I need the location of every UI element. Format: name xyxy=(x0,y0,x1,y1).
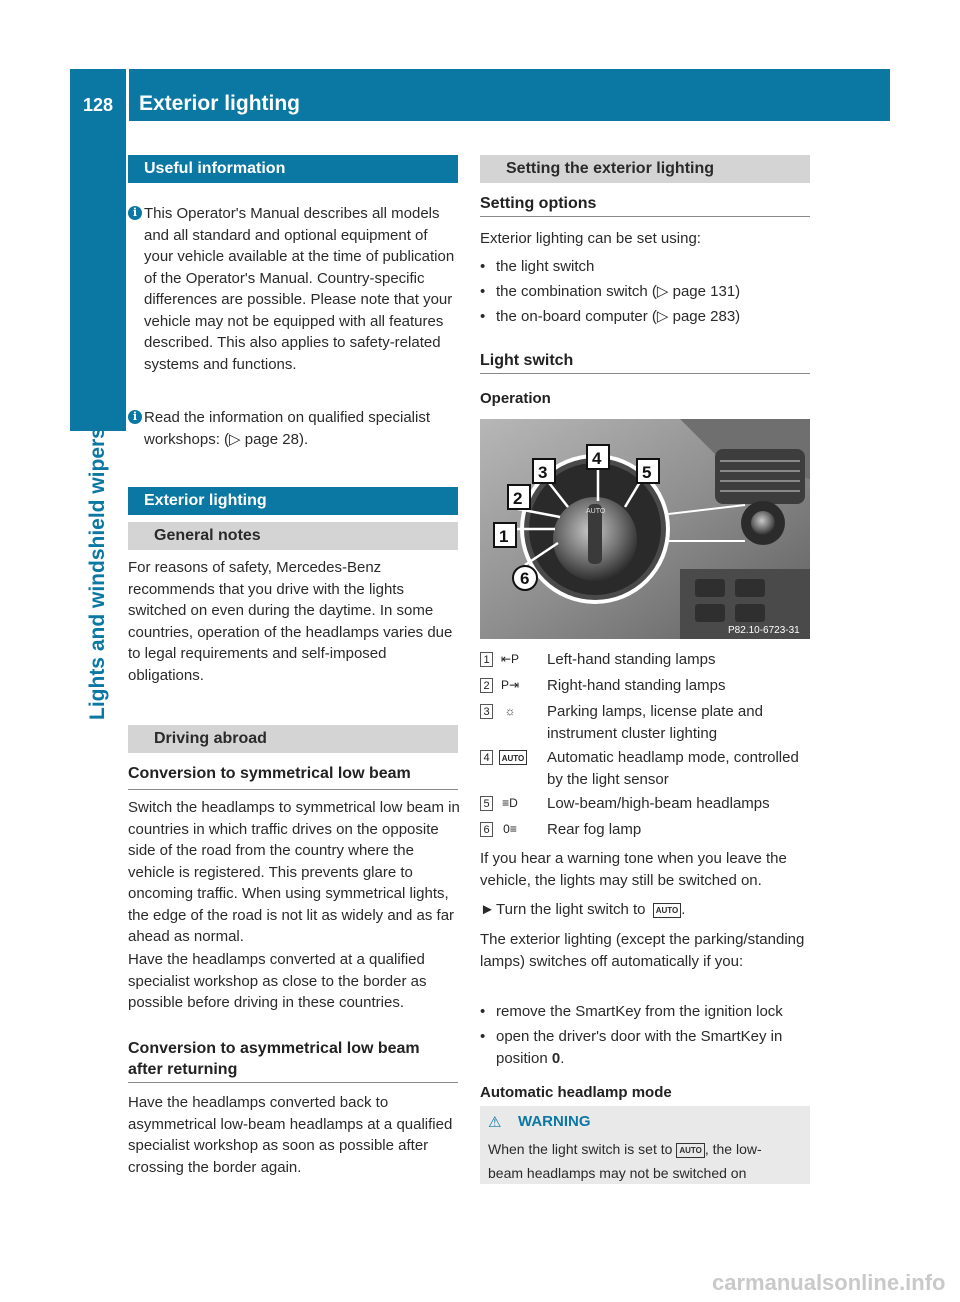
subheading-light-switch: Light switch xyxy=(480,352,574,369)
info-icon: i xyxy=(128,206,142,220)
subheading-symmetrical: Conversion to symmetrical low beam xyxy=(128,765,411,782)
general-notes-heading: General notes xyxy=(154,527,261,544)
callout-3: 3 xyxy=(538,463,548,482)
bullet-mark: • xyxy=(480,283,486,300)
period: . xyxy=(681,901,686,918)
legend-key: 2 xyxy=(480,678,493,693)
left-standing-lamp-icon: ⇤P xyxy=(500,652,520,666)
legend-key: 5 xyxy=(480,796,493,811)
exterior-lighting-heading: Exterior lighting xyxy=(144,492,267,509)
legend-text: Parking lamps, license plate and instrument cluster lighting xyxy=(547,703,763,742)
legend-text: Left-hand standing lamps xyxy=(547,651,716,668)
callout-2: 2 xyxy=(513,489,523,508)
bullet-mark: • xyxy=(480,308,486,325)
page-number: 128 xyxy=(82,95,114,115)
exterior-off-text: The exterior lighting (except the parking/standing lamps) switches off automatically if you: xyxy=(480,931,805,970)
light-switch-figure xyxy=(480,419,810,639)
setting-bullet-text[interactable]: the combination switch (▷ page 131) xyxy=(496,283,741,300)
legend-text: Low-beam/high-beam headlamps xyxy=(547,795,770,812)
setting-bullet-text[interactable]: the on-board computer (▷ page 283) xyxy=(496,308,741,325)
callout-1: 1 xyxy=(499,527,509,546)
subheading-asymmetrical: Conversion to asymmetrical low beam after returning xyxy=(128,1040,420,1078)
divider xyxy=(128,1082,458,1083)
useful-info-bar xyxy=(128,155,458,183)
action-text: Turn the light switch to xyxy=(496,901,646,918)
legend-item xyxy=(480,819,810,841)
warning-triangle-icon: ⚠ xyxy=(488,1114,502,1131)
setting-bullet-text: the light switch xyxy=(496,258,595,275)
legend-key: 1 xyxy=(480,652,493,667)
callout-5: 5 xyxy=(642,463,652,482)
light-switch-illustration xyxy=(480,419,810,639)
position-zero: 0 xyxy=(551,1049,561,1067)
info-item-1 xyxy=(128,203,460,375)
legend-key: 3 xyxy=(480,704,493,719)
setting-exterior-bar xyxy=(480,155,810,183)
warning-title: WARNING xyxy=(518,1113,591,1130)
driving-abroad-heading: Driving abroad xyxy=(154,730,267,747)
rear-fog-lamp-icon: 0≡ xyxy=(503,822,517,836)
page-title: Exterior lighting xyxy=(139,92,301,115)
side-label xyxy=(80,400,114,730)
image-code: P82.10-6723-31 xyxy=(728,625,800,636)
divider xyxy=(480,216,810,217)
info-text-1: This Operator's Manual describes all models and all standard and optional equipment of your vehicle available at the time of publication of the Operator's Manual. Country-specific differences are possible. Please note that your vehicle may not be equipped with all features described. This also applies to safety-related systems and functions. xyxy=(144,205,455,373)
dial-auto-label: AUTO xyxy=(586,508,606,515)
general-notes-text: For reasons of safety, Mercedes-Benz recommends that you drive with the lights switched on even during the daytime. In some countries, operation of the headlamps varies due to legal requirements and self-imposed obligations. xyxy=(128,559,453,684)
legend-item xyxy=(480,747,810,790)
legend-text: Rear fog lamp xyxy=(547,821,642,838)
divider xyxy=(128,789,458,790)
setting-bullet xyxy=(480,306,810,328)
info-icon: i xyxy=(128,410,142,424)
side-tab-block xyxy=(70,121,126,431)
legend-key: 6 xyxy=(480,822,493,837)
legend-text: Right-hand standing lamps xyxy=(547,677,726,694)
warning-text-a: When the light switch is set to xyxy=(488,1141,673,1157)
setting-bullet xyxy=(480,281,810,303)
parking-lamp-icon: ☼ xyxy=(504,704,516,718)
off-bullet-text: remove the SmartKey from the ignition lock xyxy=(496,1003,783,1020)
header-separator xyxy=(126,69,129,121)
operation-label: Operation xyxy=(480,390,551,407)
action-step xyxy=(480,899,810,921)
driving-abroad-bar xyxy=(128,725,458,753)
convert-text: Have the headlamps converted at a qualified specialist workshop as close to the border as possible before driving in these countries. xyxy=(128,951,427,1011)
action-arrow-icon: ► xyxy=(480,901,495,918)
low-beam-icon: ≡D xyxy=(502,796,518,810)
general-notes-bar xyxy=(128,522,458,550)
warning-tone-text: If you hear a warning tone when you leave the vehicle, the lights may still be switched on. xyxy=(480,850,787,889)
off-bullet xyxy=(480,1026,812,1069)
setting-intro: Exterior lighting can be set using: xyxy=(480,230,701,247)
setting-bullet xyxy=(480,256,810,278)
exterior-lighting-bar xyxy=(128,487,458,515)
callout-6: 6 xyxy=(520,569,530,588)
callout-4: 4 xyxy=(592,449,602,468)
bullet-mark: • xyxy=(480,258,486,275)
bullet-mark: • xyxy=(480,1028,486,1045)
legend-item xyxy=(480,649,810,671)
legend-item xyxy=(480,793,810,815)
auto-mode-icon: AUTO xyxy=(499,750,527,765)
warning-text xyxy=(488,1137,808,1185)
legend-item xyxy=(480,675,810,697)
setting-exterior-heading: Setting the exterior lighting xyxy=(506,160,715,177)
legend-list xyxy=(480,649,810,839)
legend-text: Automatic headlamp mode, controlled by the light sensor xyxy=(547,749,799,788)
asymmetrical-text: Have the headlamps converted back to asymmetrical low-beam headlamps at a qualified specialist workshop as soon as possible after crossing the border again. xyxy=(128,1094,453,1176)
info-text-2: Read the information on qualified specialist workshops: (▷ page 28). xyxy=(144,409,431,448)
auto-symbol-icon: AUTO xyxy=(676,1143,705,1158)
off-bullet xyxy=(480,1001,812,1023)
warning-header xyxy=(488,1113,591,1131)
warning-text-c: beam headlamps may not be switched on xyxy=(488,1165,747,1181)
auto-symbol-icon: AUTO xyxy=(653,903,682,918)
symmetrical-text: Switch the headlamps to symmetrical low beam in countries in which traffic drives on the opposite side of the road from the country where the vehicle is registered. This prevents glare to oncoming traffic. When using symmetrical lights, the edge of the road is not lit as widely and as far ahead as normal. xyxy=(128,799,460,945)
divider xyxy=(480,373,810,374)
off-bullet-text: open the driver's door with the SmartKey in position xyxy=(496,1028,783,1067)
legend-key: 4 xyxy=(480,750,493,765)
warning-text-b: , the low- xyxy=(704,1141,762,1157)
subheading-setting-options: Setting options xyxy=(480,195,597,212)
off-bullet-body: open the driver's door with the SmartKey in position 0. xyxy=(496,1028,783,1067)
useful-info-heading: Useful information xyxy=(144,160,286,177)
warning-box xyxy=(480,1106,810,1184)
legend-item xyxy=(480,701,810,744)
auto-headlamp-heading: Automatic headlamp mode xyxy=(480,1084,672,1101)
side-label-text: Lights and windshield wipers xyxy=(86,427,109,720)
right-standing-lamp-icon: P⇥ xyxy=(500,678,520,692)
watermark: carmanualsonline.info xyxy=(712,1270,946,1295)
info-item-2 xyxy=(128,407,460,450)
bullet-mark: • xyxy=(480,1003,486,1020)
